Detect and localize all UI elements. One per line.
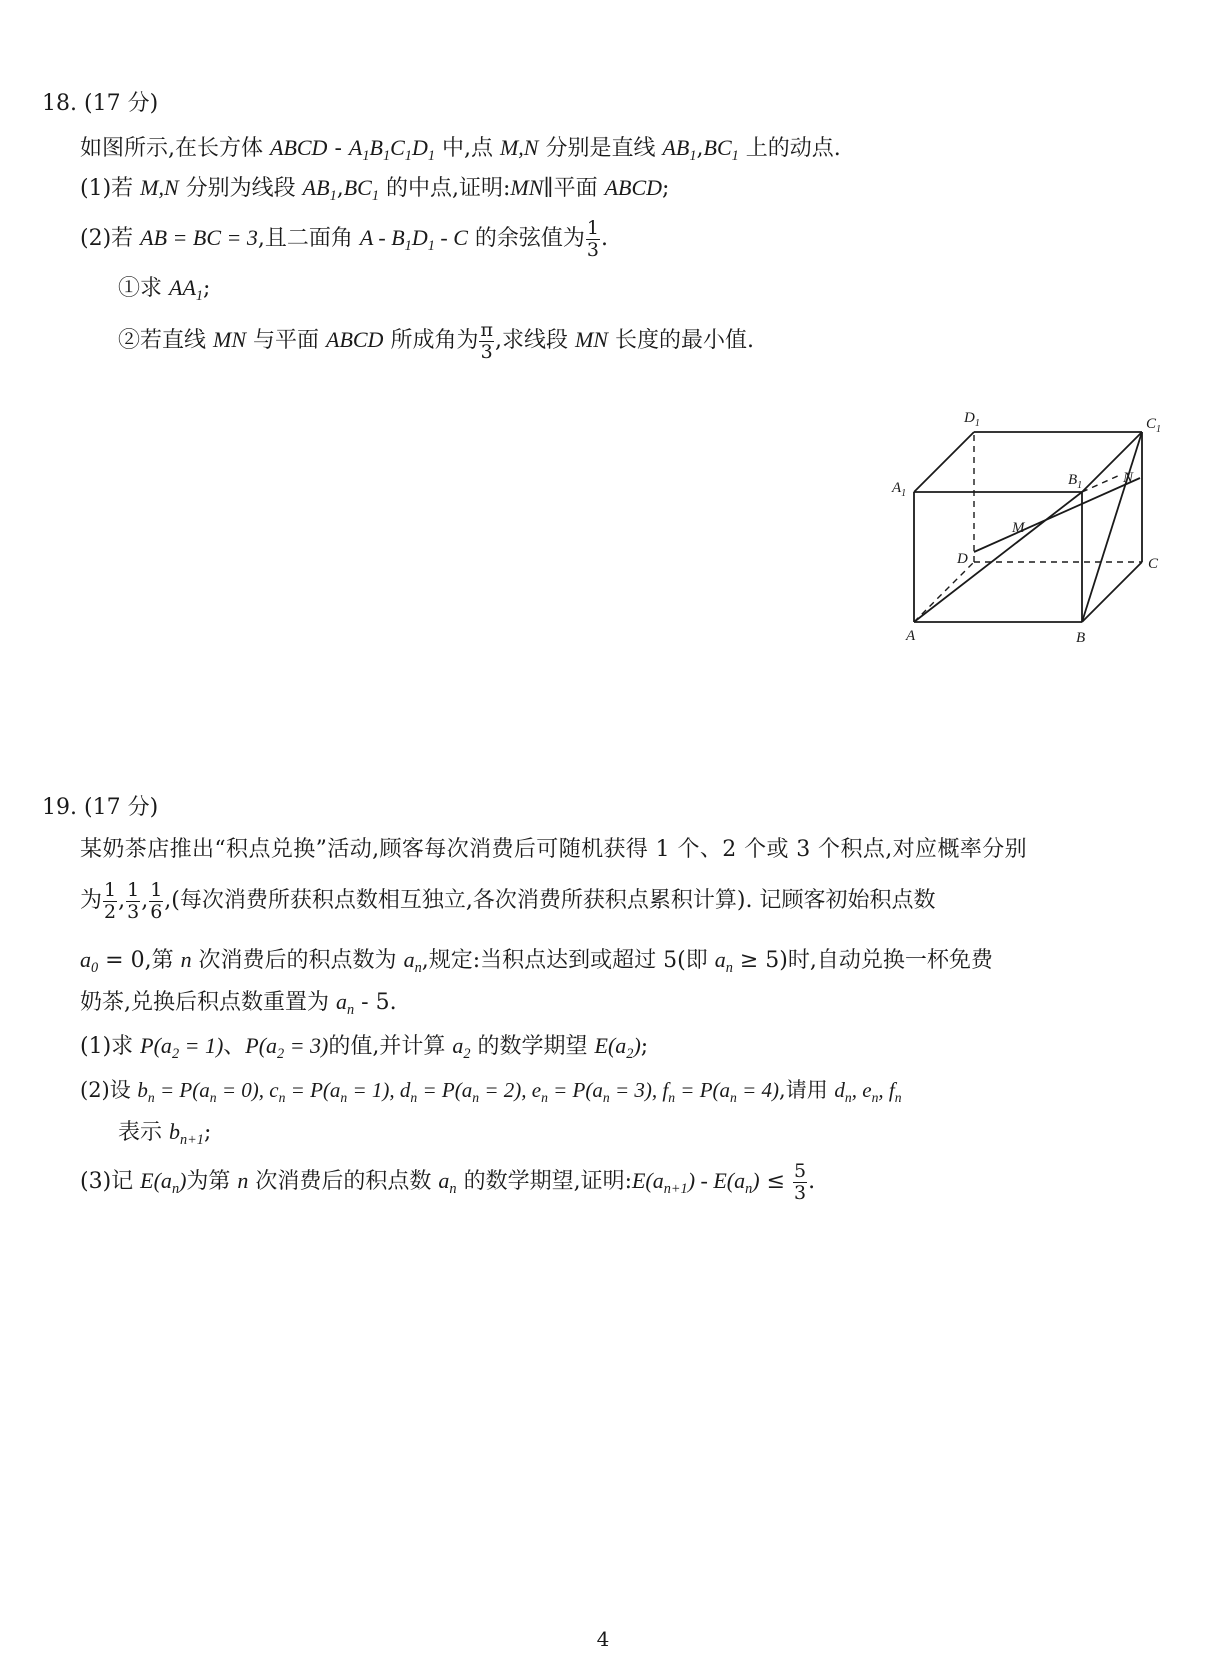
- q19-l4-text-b: - 5.: [354, 990, 397, 1015]
- q18-sub1: [118, 272, 210, 305]
- q19-an3: $a_n$: [336, 989, 355, 1018]
- q19-l3-text: = 0,第: [98, 948, 181, 973]
- q18-s2-mn2: MN: [574, 327, 608, 352]
- hidden-edge-a-d: [914, 562, 974, 622]
- q18-part2: [80, 216, 608, 261]
- q19-p3-text-d: 的数学期望,证明:: [456, 1169, 632, 1194]
- q19-p-a2-1: $P(a_2 = 1)$: [140, 1033, 224, 1062]
- q18-p1-plane: ABCD: [604, 175, 663, 200]
- q19-prob-sixth: $\frac{1}{6}$: [150, 878, 163, 923]
- label-c1: $C_1$: [1146, 416, 1162, 435]
- label-m: M: [1012, 520, 1025, 536]
- q18-p1-text: (1)若: [80, 176, 141, 201]
- q18-p1-mn: M,N: [140, 175, 179, 200]
- edge-a1-d1: [914, 432, 974, 492]
- q19-an: $a_n$: [403, 947, 422, 976]
- q18-s2-text: ②若直线: [118, 328, 213, 353]
- q18-p2-fraction: $\frac{1}{3}$: [586, 216, 599, 261]
- label-d1: $D_1$: [964, 410, 980, 429]
- q18-s1-text: ①求: [118, 276, 169, 301]
- label-c: C: [1148, 556, 1159, 572]
- q18-p1-mn2: MN: [510, 175, 544, 200]
- q19-part2: [80, 1074, 902, 1106]
- q18-p2-end: .: [600, 226, 608, 251]
- q19-l3-text-c: 次消费后的积点数为: [191, 948, 404, 973]
- q19-e-an: $E(a_n)$: [140, 1168, 187, 1197]
- q18-points-mn: M,N: [499, 135, 539, 160]
- q18-intro: 如图所示,在长方体 ABCD - $A_1B_1C_1D_1$ 中,点 M,N 分别是直线 $AB_1,BC_1$ 上的动点.: [80, 135, 841, 164]
- q19-an2: $a_n$: [714, 947, 733, 976]
- q19-p2-end: ;: [203, 1120, 212, 1145]
- q19-p3-fraction: $\frac{5}{3}$: [794, 1159, 807, 1204]
- q18-p1-text-b: 分别为线段: [178, 176, 303, 201]
- label-b1: $B_1$: [1068, 472, 1083, 491]
- q18-shape-top: $A_1B_1C_1D_1$: [348, 135, 435, 164]
- q19-part3: [80, 1158, 815, 1205]
- q19-p1-text-c: 的值,并计算: [328, 1034, 453, 1059]
- q19-l3-text-e: ≥ 5)时,自动兑换一杯免费: [732, 948, 993, 973]
- q19-prob-third: $\frac{1}{3}$: [127, 878, 140, 923]
- q19-p2-text-c: 表示: [118, 1120, 169, 1145]
- q19-line1: [80, 834, 1027, 866]
- q19-p3-n: n: [237, 1168, 249, 1193]
- q19-l3-text-d: ,规定:当积点达到或超过 5(即: [421, 948, 715, 973]
- q19-p3-an: $a_n$: [438, 1168, 457, 1197]
- q18-shape: ABCD: [270, 135, 328, 160]
- q18-line-ab1: $AB_1$: [662, 135, 697, 164]
- q18-p1-text-c: 的中点,证明:: [379, 176, 511, 201]
- q19-p3-text: (3)记: [80, 1169, 141, 1194]
- q19-p1-text-d: 的数学期望: [470, 1034, 595, 1059]
- q19-a2: $a_2$: [452, 1033, 471, 1062]
- q19-ineq-sign: ≤: [759, 1169, 793, 1194]
- q18-intro-text-c: 分别是直线: [538, 136, 663, 161]
- q19-line2: 为 $\frac{1}{2}$ , $\frac{1}{3}$ , $\frac{1}{6}$ ,(每次消费所获积点数相互独立,各次消费所获积点累积计算). 记顾客初始积点数: [80, 878, 936, 923]
- q18-s2-text-e: 长度的最小值.: [607, 328, 754, 353]
- q18-p1-end: ;: [662, 176, 670, 201]
- q19-p2-text: (2)设: [80, 1078, 138, 1102]
- q18-intro-text-b: 中,点: [434, 136, 500, 161]
- q19-line4: [80, 986, 397, 1019]
- q19-l1-text: 某奶茶店推出“积点兑换”活动,顾客每次消费后可随机获得 1 个、2 个或 3 个积点,对应概率分别: [80, 837, 1028, 862]
- q18-s1-aa1: $AA_1$: [169, 275, 204, 304]
- q19-header: [42, 792, 158, 824]
- q19-ineq-lhs: $E(a_{n+1}) - E(a_n)$: [631, 1168, 760, 1197]
- q19-p3-text-b: 为第: [186, 1169, 238, 1194]
- q19-p1-text: (1)求: [80, 1034, 141, 1059]
- q19-l4-text: 奶茶,兑换后积点数重置为: [80, 990, 336, 1015]
- q18-p1-bc1: $BC_1$: [343, 175, 379, 204]
- q19-p1-end: ;: [640, 1034, 649, 1059]
- label-d: D: [957, 551, 968, 567]
- q18-s2-fraction: $\frac{\pi}{3}$: [480, 318, 493, 363]
- q18-p2-dihedral: A - $B_1D_1$ - C: [359, 225, 468, 254]
- q19-p3-text-c: 次消费后的积点数: [248, 1169, 439, 1194]
- q19-p-a2-3: $P(a_2 = 3)$: [245, 1033, 329, 1062]
- q19-vars: $d_n$, $e_n$, $f_n$: [834, 1078, 902, 1105]
- q18-dash: -: [327, 136, 349, 161]
- label-b: B: [1076, 630, 1086, 646]
- q18-header: [42, 88, 158, 120]
- q18-s2-text-c: 所成角为: [383, 328, 479, 353]
- q19-part1: [80, 1030, 648, 1063]
- q18-s2-text-d: ,求线段: [494, 328, 575, 353]
- q19-part2-cont: [118, 1116, 211, 1149]
- segment-a-b1: [914, 492, 1082, 622]
- q18-p1-text-d: ∥平面: [543, 176, 605, 201]
- q19-defs: $b_n = P(a_n = 0)$, $c_n = P(a_n = 1)$, $d_n = P(a_n = 2)$, $e_n = P(a_n = 3)$, $f_n = P(a_n = 4)$: [137, 1078, 780, 1105]
- q18-intro-text: 如图所示,在长方体: [80, 136, 270, 161]
- q18-p2-text: (2)若: [80, 226, 141, 251]
- q19-e-a2: $E(a_2)$: [594, 1033, 641, 1062]
- q18-s2-plane: ABCD: [326, 327, 384, 352]
- q19-p1-sep: 、: [223, 1034, 246, 1059]
- q19-a0: $a_0$: [80, 947, 99, 976]
- q18-line-bc1: $BC_1$: [703, 135, 739, 164]
- q18-score: (17 分): [84, 91, 159, 116]
- q18-p2-eq: AB = BC = 3: [140, 225, 258, 250]
- label-a1: $A_1$: [892, 480, 907, 499]
- q19-l3-n: n: [180, 947, 192, 972]
- q18-sub2: [118, 318, 754, 363]
- q18-part1: (1)若 M,N 分别为线段 $AB_1,BC_1$ 的中点,证明:MN∥平面 ABCD;: [80, 175, 670, 204]
- q19-l2-text-b: ,(每次消费所获积点数相互独立,各次消费所获积点累积计算). 记顾客初始积点数: [164, 888, 936, 913]
- q18-s1-end: ;: [203, 276, 211, 301]
- q18-intro-text-d: 上的动点.: [738, 136, 841, 161]
- q18-s2-mn: MN: [213, 327, 246, 352]
- q18-p2-text-b: ,且二面角: [257, 226, 360, 251]
- q19-b-n1: $b_{n+1}$: [169, 1119, 204, 1148]
- q19-p2-text-b: ,请用: [779, 1078, 835, 1102]
- q18-p1-ab1: $AB_1$: [302, 175, 337, 204]
- cuboid-figure: [880, 400, 1170, 650]
- q19-l2-text: 为: [80, 888, 103, 913]
- q19-prob-half: $\frac{1}{2}$: [104, 878, 117, 923]
- q19-p3-end: .: [808, 1169, 816, 1194]
- q19-number: 19.: [42, 795, 77, 820]
- q18-s2-text-b: 与平面: [246, 328, 326, 353]
- q18-p2-text-c: 的余弦值为: [467, 226, 585, 251]
- page-number: 4: [596, 1627, 610, 1651]
- segment-b-c1: [1082, 432, 1142, 622]
- label-a: A: [906, 628, 916, 644]
- q19-score: (17 分): [84, 795, 159, 820]
- label-n: N: [1123, 470, 1134, 486]
- q18-number: 18.: [42, 91, 77, 116]
- q19-line3: [80, 944, 993, 977]
